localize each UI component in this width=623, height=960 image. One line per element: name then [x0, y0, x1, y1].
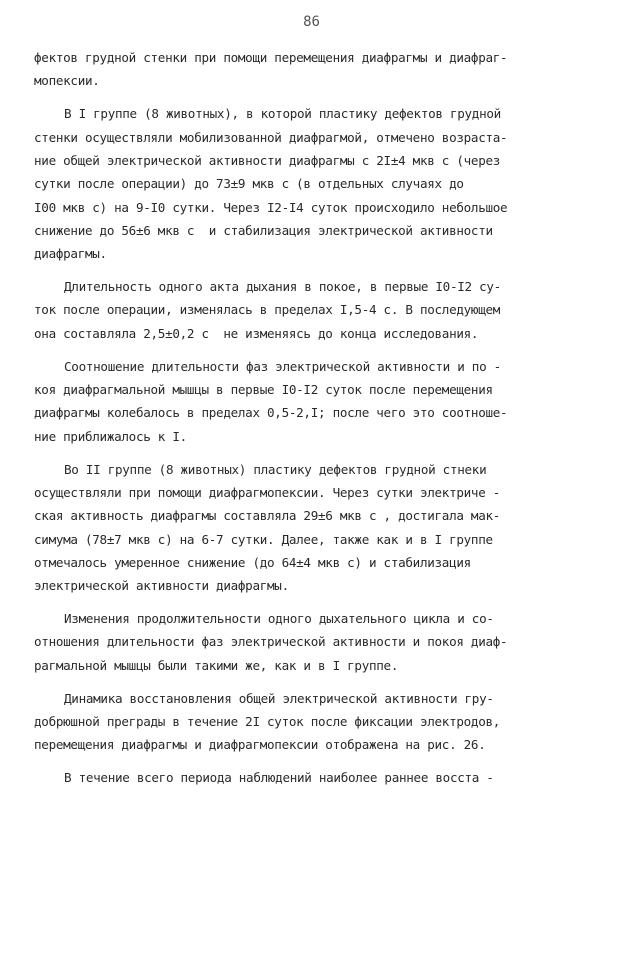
text-line: перемещения диафрагмы и диафрагмопексии отображена на рис. 26.: [34, 737, 486, 753]
text-line: симума (78±7 мкв с) на 6-7 сутки. Далее, также как и в I группе: [34, 531, 493, 547]
paragraph: [34, 355, 594, 448]
paragraph-gap: [34, 266, 594, 276]
text-line: I00 мкв с) на 9-I0 сутки. Через I2-I4 суток происходило небольшое: [34, 199, 508, 215]
text-line: мопексии.: [34, 73, 100, 89]
paragraph-gap: [34, 677, 594, 687]
paragraph: [34, 607, 594, 677]
body-text: [34, 46, 594, 789]
paragraph: [34, 458, 594, 598]
text-line: Длительность одного акта дыхания в покое, в первые I0-I2 су-: [64, 279, 501, 295]
text-line: Во II группе (8 животных) пластику дефектов грудной стнеки: [64, 461, 487, 477]
text-line: Соотношение длительности фаз электрической активности и по -: [64, 358, 501, 374]
text-line: отношения длительности фаз электрической активности и покоя диаф-: [34, 634, 508, 650]
text-line: коя диафрагмальной мышцы в первые I0-I2 суток после перемещения: [34, 381, 493, 397]
text-line: она составляла 2,5±0,2 с не изменяясь до конца исследования.: [34, 325, 479, 341]
text-line: снижение до 56±6 мкв с и стабилизация электрической активности: [34, 222, 493, 238]
text-line: диафрагмы колебалось в пределах 0,5-2,I; после чего это соотноше-: [34, 405, 508, 421]
paragraph: [34, 275, 594, 345]
text-line: сутки после операции) до 73±9 мкв с (в отдельных случаях до: [34, 176, 464, 192]
paragraph: [34, 766, 594, 789]
text-line: фектов грудной стенки при помощи перемещения диафрагмы и диафраг-: [34, 50, 508, 65]
text-line: отмечалось умеренное снижение (до 64±4 мкв с) и стабилизация: [34, 554, 471, 570]
paragraph: [34, 46, 594, 93]
text-line: ние приближалось к I.: [34, 428, 187, 444]
text-line: Динамика восстановления общей электрической активности гру-: [64, 690, 494, 706]
text-line: осуществляли при помощи диафрагмопексии. Через сутки электриче -: [34, 484, 501, 500]
text-line: добрюшной преграды в течение 2I суток после фиксации электродов,: [34, 713, 501, 729]
paragraph: [34, 687, 594, 757]
paragraph-gap: [34, 598, 594, 608]
paragraph-gap: [34, 93, 594, 103]
text-line: ние общей электрической активности диафрагмы с 2I±4 мкв с (через: [34, 152, 501, 168]
text-line: рагмальной мышцы были такими же, как и в I группе.: [34, 657, 399, 673]
text-line: Изменения продолжительности одного дыхательного цикла и со-: [64, 611, 494, 627]
text-line: ток после операции, изменялась в пределах I,5-4 с. В последующем: [34, 302, 501, 318]
paragraph: [34, 102, 594, 265]
text-line: электрической активности диафрагмы.: [34, 578, 289, 594]
text-line: ская активность диафрагмы составляла 29±6 мкв с , достигала мак-: [34, 508, 501, 524]
paragraph-gap: [34, 345, 594, 355]
text-line: диафрагмы.: [34, 246, 107, 262]
text-line: стенки осуществляли мобилизованной диафрагмой, отмечено возраста-: [34, 129, 508, 145]
text-line: В течение всего периода наблюдений наиболее раннее восста -: [64, 770, 494, 786]
page-number: 86: [303, 14, 320, 30]
paragraph-gap: [34, 448, 594, 458]
paragraph-gap: [34, 757, 594, 767]
text-line: В I группе (8 животных), в которой пластику дефектов грудной: [64, 106, 501, 122]
